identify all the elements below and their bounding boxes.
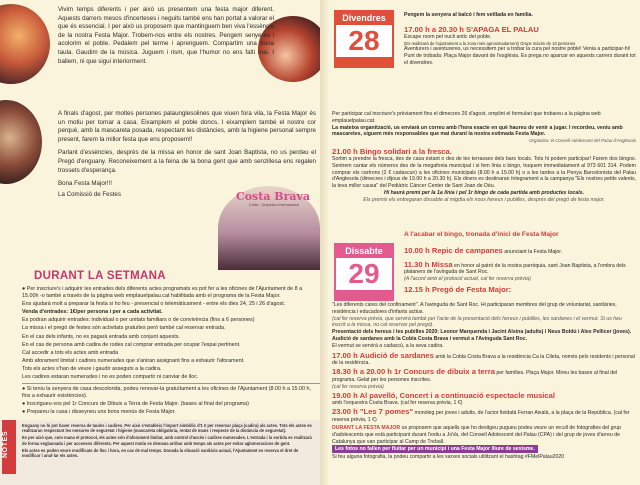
event-row bbox=[332, 407, 636, 424]
week-item: Les cadires estaran numerades i no es poden compartir ni canviar de lloc. bbox=[22, 374, 199, 381]
week-section-body bbox=[22, 286, 320, 418]
intro-paragraph: Parlant d'essències, després de la missa en honor de sant Joan Baptista, no us perdeu el Pregó d'enguany. Reconeixement a la feina de la bona gent que amb senzillesa ens regalen trossets d'esperança. bbox=[58, 149, 316, 174]
note: Enguany no hi pot haver reserva de taules i cadires. Per això s'estableix l'import simbòlic d'1 € per reservar plaça (cadira) als actes. Tots els actes es realitzaran respectant les mesures de seguretat i higiene (mascareta obligatòria, rentat de mans i respecte de la distància de seguretat). bbox=[22, 423, 312, 434]
page-fold bbox=[320, 0, 328, 485]
event-text: Els premis els entregaran dissabte al migdia els nous hereus i pubilles, després del pregó de festa major. bbox=[363, 196, 605, 203]
intro-paragraph: Vivim temps diferents i per això us presentem una festa major diferent. Aquests darrers mesos d'incerteses i neguits també ens han portat a valorar el que és essencial. I per això us proposem que mantinguem ben viva l'essència de la nostra Festa Major. Trobem-nos entre els nostres. Pengem senyeres i acolorim el poble. Pedalem pel terme i aprenguem. Compartim una bona taula. Gaudim de la música. Juguem i rism, que l'humor no ens falti mai. I ballem, ni que sigui interiorment. bbox=[58, 6, 274, 65]
event-title: 23.00 h "Les 7 pomes" bbox=[332, 407, 414, 417]
event-text: amb l'orquestra Costa Brava. (cal fer reserva prèvia, 1 €) bbox=[332, 399, 463, 406]
saturday-events-top bbox=[404, 232, 636, 294]
week-item: Ens ajudarà molt a preparar la festa si ho feu - presencial o telemàticament - entre els dies 24, 25 i 26 d'agost. bbox=[22, 301, 286, 308]
week-item: Amb aforament limitat i cadires numerades que s'aniran assignant fins a exhaurir l'aforament. bbox=[22, 357, 245, 364]
event-title: 17.00 h Audició de sardanes bbox=[332, 350, 434, 360]
week-item: En el cas dels infants, no es pagarà entrada amb conjunt aquests. bbox=[22, 333, 180, 340]
notes-tab: NOTES bbox=[2, 420, 16, 474]
event-text: Hi haurà premi per la 1a línia i pel 1r bingo de cada partida amb productes locals. bbox=[383, 189, 585, 196]
costa-brava-subtitle: Cobla · Orquestra Internacional bbox=[248, 203, 300, 207]
event-text: Sortim a prendre la fresca, des de casa estant o des de les terrasses dels bars locals. Tots hi podem participar! Farem dos bingos. Sentrem cantar els números des de la megafonia municipal i si fem línia o bingo, truquem immediatament al 973 601 314. Podem comprar els cartrons (2 € cadascun) a les oficines municipals (8.00 h a 15.00 h) o a les tardes a la Penya Barcelonista del Palau d'Anglesola (dimecres i dijous de 19.00 h a 20.30 h). Els diners es destinaran íntegrament a la campanya "Els nostres petits valents, la teva millor causa" del Pediàtric Càncer Center de Sant Joan de Déu. bbox=[332, 155, 636, 190]
week-item: Venda d'entrades: 1€/per persona i per a cada activitat. bbox=[22, 309, 163, 316]
event-text: "Les diferents cares del confinament". A l'avinguda de Sant Roc. Hi participaran membres del grup de voluntariat, sanitàries, residència i educadores d'infants actius. bbox=[332, 302, 617, 315]
day-name: Dissabte bbox=[345, 246, 383, 256]
day-badge-saturday bbox=[334, 243, 394, 301]
intro-paragraph: A finals d'agost, per moltes persones palaunglesolines que viuen fora vila, la Festa Major és un motiu per tornar a casa. Eixamplem el poble doncs. I eixamplem també el nostre cor perquè, amb la mascareta posada, respectant les distàncies, amb la higiene personal sempre present, farem la millor festa que ens proposem!! bbox=[58, 110, 316, 143]
event-text: Escape room pel nucli antic del poble. bbox=[404, 33, 492, 40]
costa-brava-logo: Costa Brava bbox=[235, 190, 311, 203]
note: Es per això que, com mana el protocol, els actes són d'aforament limitat, amb control d'accés i cadires numerades. L'entrada i la sortida es realitzarà de forma esglaonada i per accessos diferents. Per aquest motiu es demana arribar amb temps als actes per evitar aglomeracions de gent. bbox=[22, 435, 312, 446]
event-title: 10.00 h Repic de campanes bbox=[404, 245, 503, 255]
event-text: Presentació dels hereus i les pubilles 2020: Leonor Marquenda i Jacint Alsina (adults) i Neus Boldú i Alex Pellicer (joves). bbox=[332, 329, 632, 336]
friday-events bbox=[332, 111, 636, 204]
friday-events-top bbox=[404, 12, 636, 66]
event-title: 12.15 h Pregó de Festa Major: bbox=[404, 284, 512, 294]
festival-photo-top-left bbox=[0, 4, 50, 84]
event-row bbox=[332, 351, 636, 368]
event-text: Pengem la senyera al balcó i fem vetllada en família. bbox=[404, 12, 533, 18]
event-row bbox=[404, 246, 636, 256]
week-item: ● Prepareu la casa i disseyneu uns bons menús de Festa Major. bbox=[22, 409, 176, 416]
event-title: DURANT LA FESTA MAJOR bbox=[332, 424, 401, 431]
event-row bbox=[332, 367, 636, 384]
event-title: 19.00 h Al pavelló, Concert i a continuació espectacle musical bbox=[332, 390, 555, 400]
event-text: Si feu alguna fotografia, la podeu compartir a les xarxes socials utilitzant el hashtag #FMelPalau2020 bbox=[332, 454, 565, 461]
event-title: 17.00 h a 20.30 h S'APAGA EL PALAU bbox=[404, 24, 539, 34]
day-name: Divendres bbox=[342, 13, 386, 23]
event-text: anunciant la Festa Major. bbox=[504, 248, 563, 255]
event-text: Audició de sardanes amb la Cobla Costa Brava i vermut a l'Avinguda Sant Roc. bbox=[332, 335, 528, 342]
event-title: 21.00 h Bingo solidari a la fresca. bbox=[332, 146, 452, 156]
day-number: 28 bbox=[336, 25, 392, 57]
day-number: 29 bbox=[336, 258, 392, 290]
divider bbox=[22, 383, 320, 384]
event-text: per famílies. Plaça Major. Mireu les bases al final del programa. Gelat per les persones inscrites. bbox=[332, 370, 618, 383]
event-row bbox=[332, 425, 636, 445]
event-text: Per participar cal inscriure's prèviament fins el dimecres 26 d'agost, omplint el formulari que trobareu a la pàgina web emplauelpalau.cat. bbox=[332, 111, 601, 124]
festival-photo-middle-left bbox=[0, 100, 42, 184]
week-item: Es podran adquirir entrades: individual o per unitats familiars o de convivència (fins a 6 persones) bbox=[22, 317, 255, 324]
event-row bbox=[404, 260, 636, 277]
event-text: monòleg per joves i adults, de l'actor lleidatà Ferran Aixalà, a la plaça de la República. (cal fer reserva prèvia, 1 €) bbox=[332, 410, 630, 424]
event-text: en honor al patró de la nostra parròquia, sant Joan Baptista, a l'ombra dels plataners de l'avinguda de Sant Roc. bbox=[404, 262, 626, 276]
event-text: La mateixa organització, us enviarà un correu amb l'hora exacte en què haureu de venir a jugar. I recordeu, veniu amb mascaretes, siguem més responsables que mai durant la nostra estimada Festa Major. bbox=[332, 124, 623, 138]
event-note: (cal fer reserva prèvia, que servirà també per l'acte de la presentació dels hereus i pubilles, les sardanes i el vermut. Si us heu inscrit a la missa, no cal reservar pel pregó). bbox=[332, 315, 622, 329]
greeting: Bona Festa Major!!! bbox=[58, 180, 112, 188]
right-panel bbox=[328, 0, 640, 485]
event-text: amb la Cobla Costa Brava a la residència Ca la Cileta, només pels residents i personal de la residència. bbox=[332, 353, 635, 367]
saturday-events bbox=[332, 302, 636, 461]
day-badge-friday bbox=[334, 10, 394, 68]
event-organizer: Organitza: el Consell Adolescent del Palau d'Anglesola bbox=[529, 138, 636, 144]
event-title: 11.30 h Missa bbox=[404, 259, 453, 269]
anti-sexism-banner: Les fotos no fallen per fluitar per un municipi i una Festa Major lliure de sexisme. bbox=[332, 445, 538, 453]
event-text: El vermut se servirà a cadascú, a la seva cadira. bbox=[332, 342, 444, 349]
note: Els actes es poden veure modificats de lloc i hora, en cas de mal temps. Donada la situació sanitària actual, l'Ajuntament es reserva el dret de modificar i anul·lar els actes. bbox=[22, 447, 299, 459]
event-text: (Es realitzarà de l'ajuntament a la zona més aproximadament) Grups màxim de 10 persones bbox=[404, 40, 576, 46]
week-item: Cal accedir a tots els actes amb entrada bbox=[22, 349, 119, 356]
week-item: La missa i el pregó de festes són activitats gratuïtes però també cal reservar entrada. bbox=[22, 325, 226, 332]
event-note: (A l'acord amb el protocol actual, cal fer reserva prèvia) bbox=[404, 276, 531, 283]
week-section-title: DURANT LA SETMANA bbox=[34, 270, 166, 282]
notes-text bbox=[22, 423, 316, 460]
signature: La Comissió de Festes bbox=[58, 190, 121, 198]
intro-text bbox=[58, 6, 274, 71]
violet-bar-row bbox=[332, 446, 636, 453]
event-text: us proposem que aquells que ho desitgeu pugueu podeu veure un recull de fotografies del grup d'adolescents que està participant durant l'estiu a JoVa, del Consell Adolescent del Palau (CPA) i del grup de joves d'arreu de Catalunya que van participar al Camp de Treball. bbox=[332, 424, 622, 445]
week-item: ● Si teniu la senyera de casa descolorida, podeu renovar-la gratuïtament a les oficines de l'Ajuntament (8.00 h a 15.00 h, fins a exhaurir existències). bbox=[22, 386, 311, 400]
week-item: Tots els actes s'han de veure i gaudir asseguts a la cadira. bbox=[22, 365, 162, 372]
event-text: Aventurers i aventureres, us necessitem per a trobar la cura pel nostre poble! Venia a participar-hi! bbox=[404, 46, 631, 52]
event-text: Punt de trobada: Plaça Major davant de l'església. Es prega no aparcar en aquests carrers durant tot el divendres. bbox=[404, 52, 636, 66]
week-item: ● Per inscriure's i adquirir les entrades dels diferents actes programats es pot fer a les oficines de l'Ajuntament de 8 a 15.00h -o també a través de la pàgina web emplauelpalau.cat habilitada amb el programa de la Festa Major. bbox=[22, 286, 303, 300]
week-item: En el cas de persona amb cadira de rodes cal comprar entrada per ocupar l'espai pertinent. bbox=[22, 341, 241, 348]
event-note: (cal fer reserva prèvia) bbox=[332, 383, 384, 390]
event-title: 18.30 h a 20.00 h 1r Concurs de dibuix a terra bbox=[332, 367, 495, 377]
saturday-headline: A l'acabar el bingo, tronada d'inici de Festa Major bbox=[404, 231, 559, 238]
week-item: ● Inscrigueu-vos pel 1r Concurs de Dibuix a Terra de Festa Major. (bases al final del programa) bbox=[22, 401, 249, 408]
